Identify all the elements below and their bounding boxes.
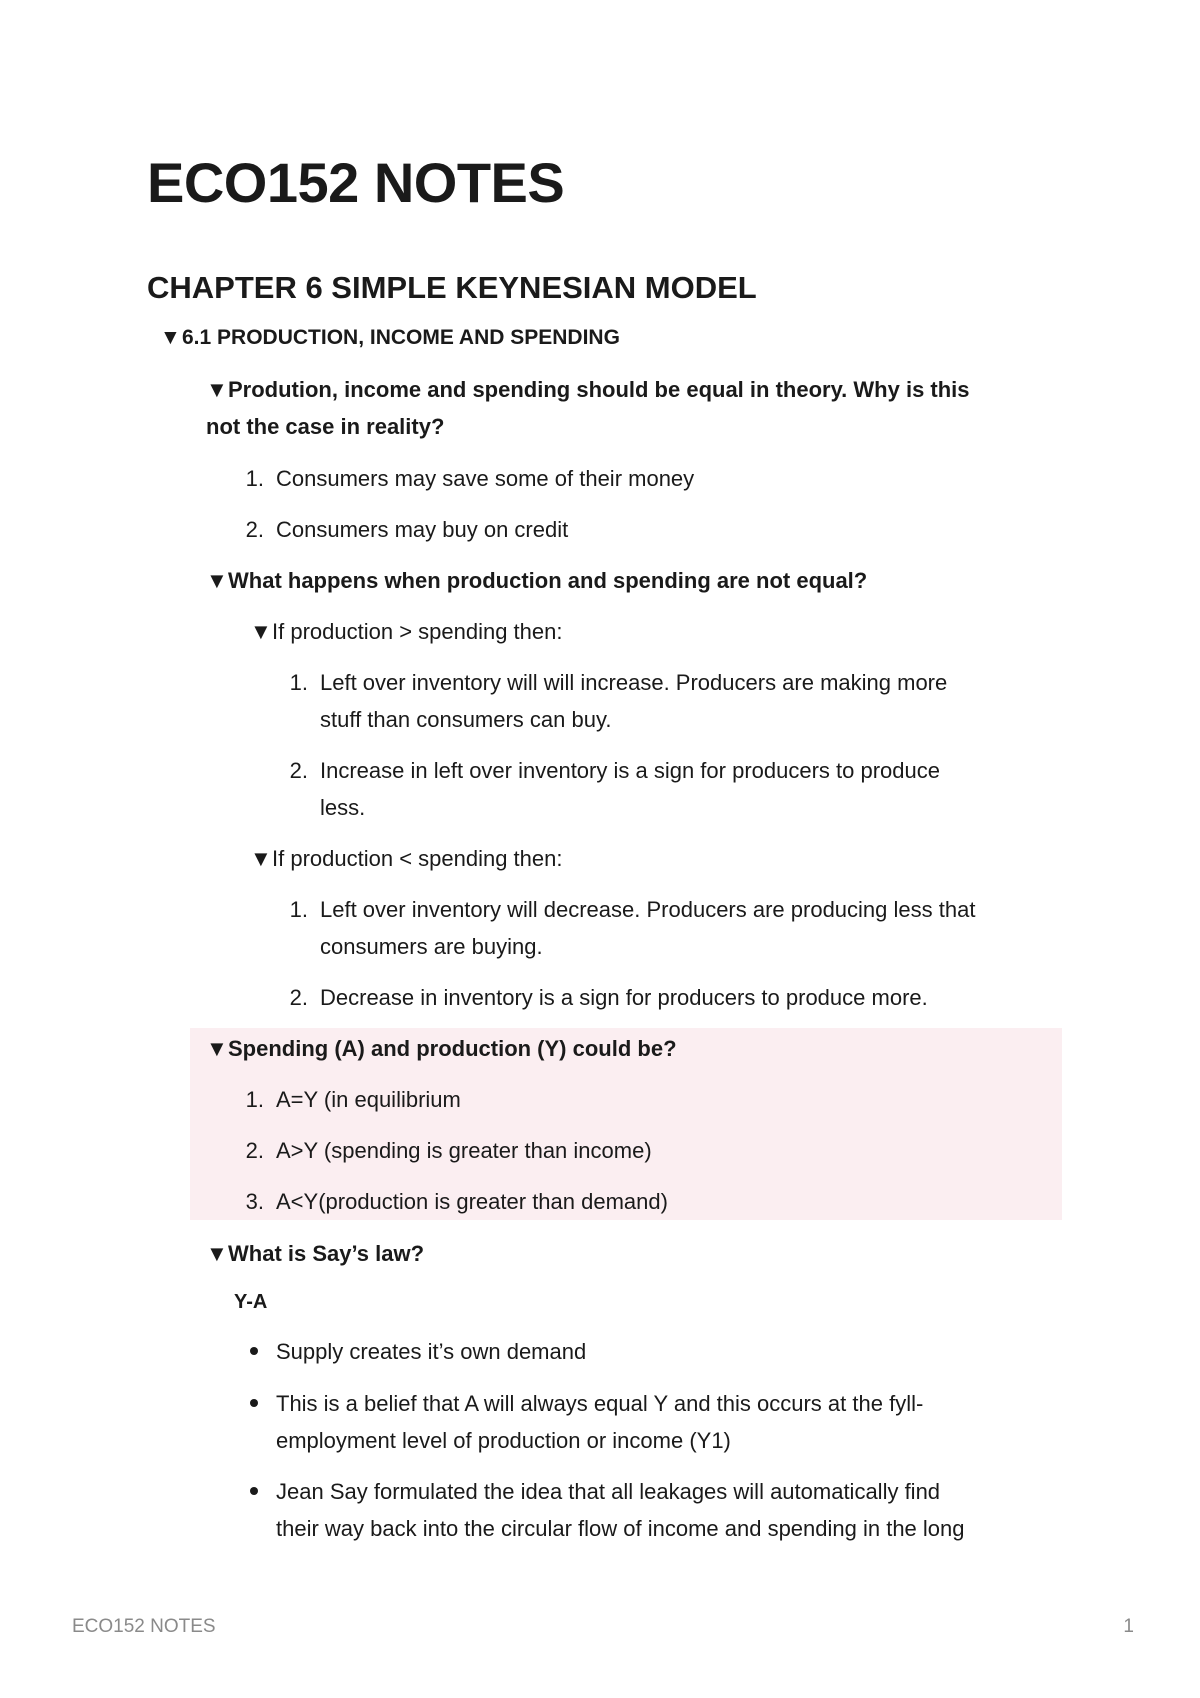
- triangle-down-icon: ▼: [250, 846, 272, 871]
- toggle-question-1[interactable]: [206, 372, 970, 408]
- section-toggle[interactable]: [160, 320, 620, 356]
- triangle-down-icon: ▼: [206, 377, 228, 402]
- triangle-down-icon: ▼: [206, 1036, 228, 1061]
- question-1-line-1: Prodution, income and spending should be equal in theory. Why is this: [228, 377, 970, 402]
- question-2-title: What happens when production and spending are not equal?: [228, 568, 868, 593]
- list-item: 1. A=Y (in equilibrium: [245, 1087, 461, 1112]
- bullet-dot-icon: [250, 1487, 258, 1495]
- list-item: 1. Left over inventory will decrease. Producers are producing less that: [289, 897, 976, 922]
- list-item: 2. Decrease in inventory is a sign for producers to produce more.: [289, 985, 928, 1010]
- triangle-down-icon: ▼: [250, 619, 272, 644]
- list-item: 2. A>Y (spending is greater than income): [245, 1138, 652, 1163]
- list-item: 1. Left over inventory will will increase. Producers are making more: [289, 670, 948, 695]
- triangle-down-icon: ▼: [160, 326, 181, 349]
- list-item: 3. A<Y(production is greater than demand): [245, 1189, 668, 1214]
- toggle-question-2[interactable]: [206, 563, 867, 599]
- footer-title: ECO152 NOTES: [72, 1616, 216, 1637]
- section-title: 6.1 PRODUCTION, INCOME AND SPENDING: [182, 326, 620, 349]
- page-number: 1: [1123, 1616, 1134, 1637]
- bullet-item: This is a belief that A will always equal Y and this occurs at the fyll-: [250, 1386, 923, 1422]
- list-item-continuation: less.: [320, 795, 366, 820]
- bullet-item: Supply creates it’s own demand: [250, 1334, 586, 1370]
- list-item: 2. Consumers may buy on credit: [245, 517, 569, 542]
- toggle-question-4[interactable]: [206, 1236, 424, 1272]
- toggle-question-3[interactable]: [206, 1031, 677, 1067]
- bullet-dot-icon: [250, 1347, 258, 1355]
- triangle-down-icon: ▼: [206, 1241, 228, 1266]
- chapter-heading: CHAPTER 6 SIMPLE KEYNESIAN MODEL: [147, 270, 757, 305]
- toggle-subquestion-2[interactable]: [250, 841, 563, 877]
- list-item-continuation: stuff than consumers can buy.: [320, 707, 612, 732]
- toggle-subquestion-1[interactable]: [250, 614, 563, 650]
- bullet-item-continuation: employment level of production or income (Y1): [276, 1428, 731, 1453]
- question-1-line-2: not the case in reality?: [206, 414, 445, 439]
- document-title: ECO152 NOTES: [147, 151, 565, 214]
- list-item: 1. Consumers may save some of their money: [245, 466, 695, 491]
- formula-text: Y-A: [234, 1291, 268, 1313]
- question-4-title: What is Say’s law?: [228, 1241, 425, 1266]
- list-item-continuation: consumers are buying.: [320, 934, 543, 959]
- bullet-item: Jean Say formulated the idea that all leakages will automatically find: [250, 1474, 940, 1510]
- triangle-down-icon: ▼: [206, 568, 228, 593]
- subquestion-2-title: If production < spending then:: [272, 846, 563, 871]
- subquestion-1-title: If production > spending then:: [272, 619, 563, 644]
- bullet-item-continuation: their way back into the circular flow of income and spending in the long: [276, 1516, 965, 1541]
- list-item: 2. Increase in left over inventory is a sign for producers to produce: [289, 758, 940, 783]
- question-3-title: Spending (A) and production (Y) could be?: [228, 1036, 677, 1061]
- bullet-dot-icon: [250, 1399, 258, 1407]
